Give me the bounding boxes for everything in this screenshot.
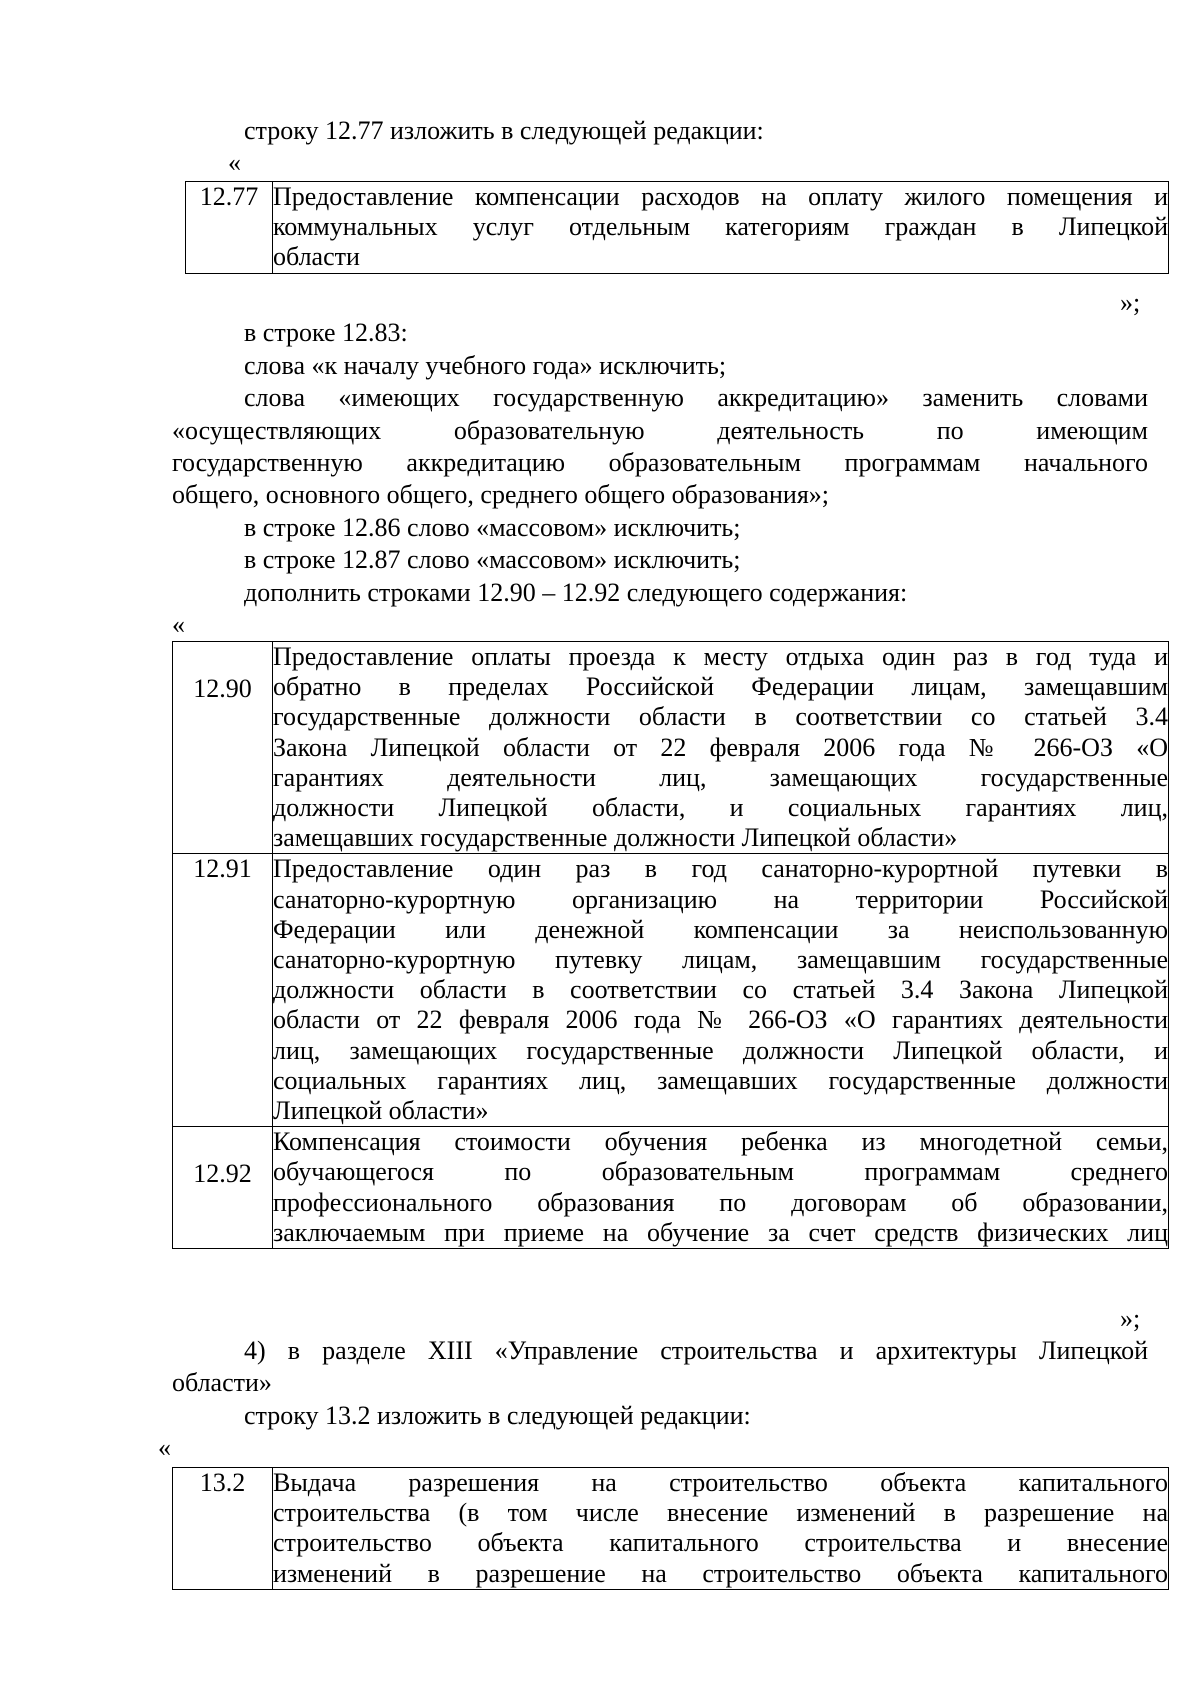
table-row <box>186 182 1169 274</box>
row-text-line: Закона Липецкой области от 22 февраля 2006 года № 266-ОЗ «О <box>273 732 1168 762</box>
row-text-line: Липецкой области» <box>273 1096 489 1126</box>
row-number: 12.77 <box>186 182 273 274</box>
opening-quote: « <box>172 610 185 639</box>
row-text-line: коммунальных услуг отдельным категориям граждан в Липецкой <box>273 212 1168 242</box>
row-number: 12.91 <box>173 854 273 1127</box>
row-text-line: гарантиях деятельности лиц, замещающих государственные <box>273 762 1168 792</box>
row-number: 12.92 <box>173 1127 273 1249</box>
row-text-line: государственные должности области в соответствии со статьей 3.4 <box>273 702 1168 732</box>
closing-quote: »; <box>1120 288 1141 317</box>
table-row-12-77 <box>185 181 1169 274</box>
row-text-line: области <box>273 242 360 272</box>
row-text-line: социальных гарантиях лиц, замещавших государственные должности <box>273 1065 1168 1095</box>
row-text-line: санаторно-курортную организацию на территории Российской <box>273 884 1168 914</box>
row-text-line: должности Липецкой области, и социальных гарантиях лиц, <box>273 793 1168 823</box>
paragraph-line-section-xiii: 4) в разделе XIII «Управление строительства и архитектуры Липецкой <box>244 1336 1148 1365</box>
closing-quote: »; <box>1120 1304 1141 1333</box>
row-text-line: лиц, замещающих государственные должности Липецкой области, и <box>273 1035 1168 1065</box>
row-text-line: должности области в соответствии со статьей 3.4 Закона Липецкой <box>273 975 1168 1005</box>
row-text-line: Федерации или денежной компенсации за неиспользованную <box>273 914 1168 944</box>
paragraph-line: слова «имеющих государственную аккредитацию» заменить словами <box>244 383 1148 412</box>
row-text-line: области от 22 февраля 2006 года № 266-ОЗ «О гарантиях деятельности <box>273 1005 1168 1035</box>
paragraph-line: государственную аккредитацию образовательным программам начального <box>172 448 1148 477</box>
table-row <box>173 1468 1169 1590</box>
row-text <box>273 1127 1169 1249</box>
paragraph-line-12-83: в строке 12.83: <box>244 318 408 347</box>
table-row-13-2 <box>172 1467 1169 1590</box>
row-text-line: Компенсация стоимости обучения ребенка из многодетной семьи, <box>273 1127 1168 1157</box>
row-text-line: Предоставление компенсации расходов на оплату жилого помещения и <box>273 182 1168 211</box>
row-text-line: Предоставление оплаты проезда к месту отдыха один раз в год туда и <box>273 642 1168 671</box>
paragraph-line-13-2-intro: строку 13.2 изложить в следующей редакции: <box>244 1401 751 1430</box>
row-text-line: санаторно-курортную путевку лицам, замещавшим государственные <box>273 945 1168 975</box>
row-text <box>273 182 1169 274</box>
row-text-line: замещавших государственные должности Липецкой области» <box>273 823 958 853</box>
table-row <box>173 1127 1169 1249</box>
paragraph-line-12-87: в строке 12.87 слово «массовом» исключить; <box>244 545 741 574</box>
row-number: 12.90 <box>173 642 273 854</box>
table-row <box>173 642 1169 854</box>
paragraph-line: общего, основного общего, среднего общего образования»; <box>172 480 830 509</box>
paragraph-line-section-xiii: области» <box>172 1368 272 1397</box>
row-number: 13.2 <box>173 1468 273 1590</box>
row-text <box>273 854 1169 1127</box>
row-text-line: Предоставление один раз в год санаторно-курортной путевки в <box>273 854 1168 884</box>
opening-quote: « <box>228 148 241 177</box>
paragraph-line: «осуществляющих образовательную деятельность по имеющим <box>172 416 1148 445</box>
paragraph-line-12-86: в строке 12.86 слово «массовом» исключить; <box>244 513 741 542</box>
paragraph-line-12-77-intro: строку 12.77 изложить в следующей редакции: <box>244 116 764 145</box>
row-text-line: профессионального образования по договорам об образовании, <box>273 1187 1168 1217</box>
row-text-line: заключаемым при приеме на обучение за счет средств физических лиц <box>273 1217 1168 1247</box>
row-text-line: Выдача разрешения на строительство объекта капитального <box>273 1468 1168 1497</box>
table-rows-12-90-12-92 <box>172 641 1169 1249</box>
paragraph-line-words-excluded: слова «к началу учебного года» исключить; <box>244 351 727 380</box>
row-text-line: обучающегося по образовательным программам среднего <box>273 1157 1168 1187</box>
row-text <box>273 642 1169 854</box>
paragraph-line-add-rows: дополнить строками 12.90 – 12.92 следующего содержания: <box>244 578 908 607</box>
row-text-line: строительство объекта капитального строительства и внесение <box>273 1528 1168 1558</box>
row-text <box>273 1468 1169 1590</box>
row-text-line: строительства (в том числе внесение изменений в разрешение на <box>273 1498 1168 1528</box>
table-row <box>173 854 1169 1127</box>
row-text-line: обратно в пределах Российской Федерации лицам, замещавшим <box>273 672 1168 702</box>
opening-quote: « <box>158 1433 171 1462</box>
row-text-line: изменений в разрешение на строительство объекта капитального <box>273 1558 1168 1588</box>
